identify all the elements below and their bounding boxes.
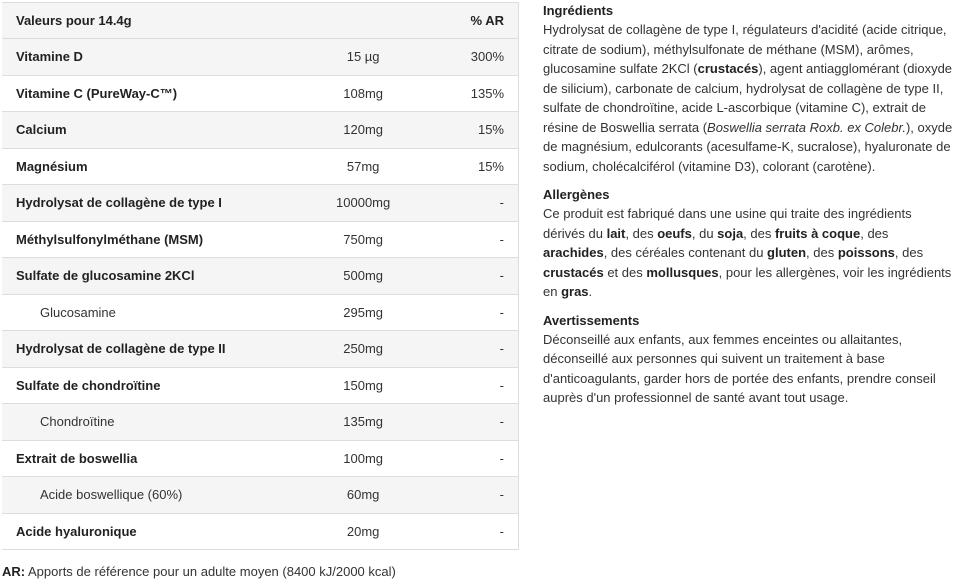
- ar-footnote: [2, 564, 396, 579]
- nutrient-ar: -: [430, 331, 519, 368]
- table-row: [2, 404, 519, 441]
- nutrient-name: Calcium: [2, 112, 297, 149]
- nutrient-amount: 500mg: [297, 258, 430, 295]
- nutrient-name: Vitamine D: [2, 39, 297, 76]
- bold-allergen-text: soja: [717, 225, 744, 241]
- nutrient-name: Vitamine C (PureWay-C™): [2, 75, 297, 112]
- product-info-panel: [543, 2, 955, 418]
- bold-allergen-text: arachides: [543, 245, 604, 260]
- nutrient-amount: 60mg: [297, 477, 430, 514]
- nutrient-amount: 750mg: [297, 221, 430, 258]
- table-row: [2, 185, 519, 222]
- nutrient-ar: -: [430, 513, 519, 550]
- nutrient-name: Magnésium: [2, 148, 297, 185]
- ar-footnote-label: AR:: [2, 564, 26, 579]
- text-segment: Hydrolysat de collagène de type I, régulateurs d'acidité (acide citrique, citrate de sodium), méthylsulfonate de méthane (MSM), arômes, glucosamine sulfate 2KCl (: [543, 22, 947, 76]
- table-row: [2, 331, 519, 368]
- nutrient-ar: -: [430, 440, 519, 477]
- text-segment: Ce produit est fabriqué dans une usine qui traite des ingrédients dérivés du: [543, 206, 912, 241]
- nutrition-table-body: [2, 39, 519, 550]
- section-text-ingredients: [543, 20, 955, 176]
- table-row: [2, 75, 519, 112]
- section-text-allergenes: [543, 204, 955, 302]
- italic-latin-name: Boswellia serrata Roxb. ex Colebr.: [707, 119, 906, 135]
- text-segment: , des: [894, 245, 924, 260]
- text-segment: ), agent antiagglomérant (dioxyde de silicium), carbonate de calcium, hydrolysat de collagène de type II, sulfate de chondroïtine, acide L-ascorbique (vitamine C), extrait de résine de Boswellia serrata (: [543, 61, 953, 135]
- nutrient-name: Acide hyaluronique: [2, 513, 297, 550]
- nutrient-amount: 10000mg: [297, 185, 430, 222]
- nutrient-name: Acide boswellique (60%): [2, 477, 297, 514]
- bold-allergen-text: crustacés: [697, 61, 759, 76]
- nutrient-amount: 120mg: [297, 112, 430, 149]
- nutrient-name: Sulfate de chondroïtine: [2, 367, 297, 404]
- nutrient-name: Glucosamine: [2, 294, 297, 331]
- nutrient-amount: 108mg: [297, 75, 430, 112]
- section-title-ingredients: Ingrédients: [543, 3, 614, 18]
- text-segment: Déconseillé aux enfants, aux femmes enceintes ou allaitantes, déconseillé aux personnes qui suivent un traitement à base d'anticoagulants, garder hors de portée des enfants, prendre conseil auprès d'un professionnel de santé avant tout usage.: [543, 331, 936, 405]
- table-row: [2, 440, 519, 477]
- column-header-ar: % AR: [430, 3, 519, 39]
- nutrient-name: Hydrolysat de collagène de type II: [2, 331, 297, 368]
- nutrient-amount: 250mg: [297, 331, 430, 368]
- nutrient-name: Sulfate de glucosamine 2KCl: [2, 258, 297, 295]
- bold-allergen-text: oeufs: [657, 225, 692, 241]
- text-segment: .: [588, 284, 593, 299]
- nutrient-ar: 15%: [430, 148, 519, 185]
- nutrient-name: Méthylsulfonylméthane (MSM): [2, 221, 297, 258]
- nutrient-amount: 135mg: [297, 404, 430, 441]
- bold-allergen-text: crustacés: [543, 264, 604, 280]
- text-segment: , des: [743, 225, 775, 241]
- nutrient-ar: 15%: [430, 112, 519, 149]
- table-row: [2, 148, 519, 185]
- table-row: [2, 294, 519, 331]
- table-row: [2, 367, 519, 404]
- table-row: [2, 39, 519, 76]
- nutrient-amount: 15 µg: [297, 39, 430, 76]
- nutrient-ar: -: [430, 258, 519, 295]
- nutrient-ar: -: [430, 404, 519, 441]
- nutrient-amount: 295mg: [297, 294, 430, 331]
- nutrient-ar: -: [430, 221, 519, 258]
- text-segment: , des: [625, 225, 658, 241]
- nutrient-ar: -: [430, 367, 519, 404]
- table-row: [2, 513, 519, 550]
- text-segment: , des: [806, 245, 838, 260]
- bold-allergen-text: fruits à coque: [774, 225, 861, 241]
- text-segment: , pour les allergènes, voir les ingrédients en: [543, 264, 952, 299]
- text-segment: , du: [691, 225, 718, 241]
- section-text-avertissements: [543, 330, 955, 408]
- nutrient-name: Extrait de boswellia: [2, 440, 297, 477]
- table-header-row: [2, 3, 519, 39]
- column-header-amount: [297, 3, 430, 39]
- text-segment: , des céréales contenant du: [603, 245, 768, 260]
- nutrient-ar: 135%: [430, 75, 519, 112]
- text-segment: , des: [860, 225, 889, 241]
- table-row: [2, 477, 519, 514]
- bold-allergen-text: poissons: [837, 245, 895, 260]
- bold-allergen-text: gluten: [767, 245, 807, 260]
- nutrient-ar: 300%: [430, 39, 519, 76]
- nutrient-amount: 100mg: [297, 440, 430, 477]
- nutrient-ar: -: [430, 477, 519, 514]
- column-header-name: Valeurs pour 14.4g: [2, 3, 297, 39]
- text-segment: ), oxyde de magnésium, edulcorants (acesulfame-K, sucralose), hyaluronate de sodium, cholécalciférol (vitamine D3), colorant (carotène).: [543, 119, 953, 174]
- table-row: [2, 221, 519, 258]
- nutrient-amount: 20mg: [297, 513, 430, 550]
- section-title-avertissements: Avertissements: [543, 312, 640, 328]
- table-row: [2, 258, 519, 295]
- nutrient-amount: 57mg: [297, 148, 430, 185]
- bold-allergen-text: gras: [561, 284, 589, 299]
- nutrition-table: [2, 2, 519, 550]
- bold-allergen-text: mollusques: [646, 264, 719, 280]
- nutrient-name: Chondroïtine: [2, 404, 297, 441]
- nutrient-ar: -: [430, 294, 519, 331]
- section-title-allergenes: Allergènes: [543, 187, 610, 202]
- text-segment: et des: [603, 264, 647, 280]
- table-row: [2, 112, 519, 149]
- ar-footnote-text: Apports de référence pour un adulte moyen (8400 kJ/2000 kcal): [25, 564, 396, 579]
- bold-allergen-text: lait: [606, 225, 626, 241]
- nutrient-amount: 150mg: [297, 367, 430, 404]
- nutrient-name: Hydrolysat de collagène de type I: [2, 185, 297, 222]
- nutrient-ar: -: [430, 185, 519, 222]
